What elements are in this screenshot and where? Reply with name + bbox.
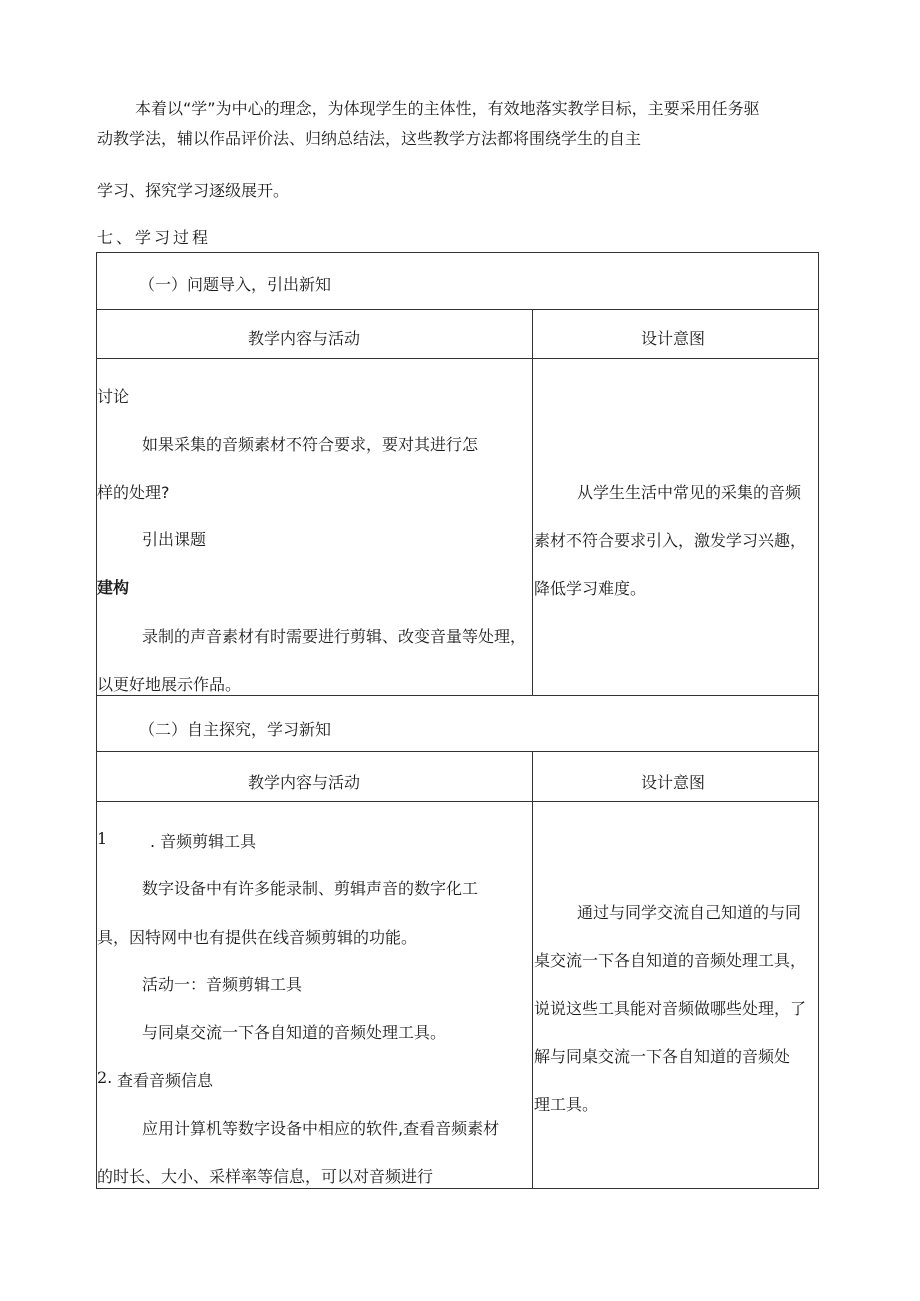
part2-col-content-header: 教学内容与活动 bbox=[248, 773, 361, 792]
table-divider bbox=[96, 358, 819, 359]
section-heading: 七、学习过程 bbox=[97, 228, 212, 247]
part1-design-line-3: 降低学习难度。 bbox=[534, 579, 647, 598]
table-divider bbox=[96, 801, 819, 802]
table-border bbox=[96, 1188, 819, 1189]
build-label: 建构 bbox=[97, 578, 130, 597]
paragraph1-line-1: 数字设备中有许多能录制、剪辑声音的数字化工 bbox=[142, 879, 479, 898]
paragraph1-line-2: 具，因特网中也有提供在线音频剪辑的功能。 bbox=[97, 928, 418, 947]
intro-line-1: 本着以“学”为中心的理念，为体现学生的主体性，有效地落实教学目标，主要采用任务驱 bbox=[135, 99, 760, 118]
question-line-1: 如果采集的音频素材不符合要求，要对其进行怎 bbox=[142, 435, 479, 454]
intro-line-2: 动教学法，辅以作品评价法、归纳总结法，这些教学方法都将围绕学生的自主 bbox=[97, 129, 642, 148]
part2-col-design-header: 设计意图 bbox=[641, 773, 706, 792]
column-divider bbox=[532, 309, 533, 696]
column-divider bbox=[532, 751, 533, 1189]
item2-number: 2. bbox=[97, 1068, 113, 1087]
question-line-2: 样的处理? bbox=[97, 483, 170, 502]
part1-design-line-1: 从学生生活中常见的采集的音频 bbox=[577, 483, 802, 502]
table-border bbox=[818, 252, 819, 1189]
item1-title: . 音频剪辑工具 bbox=[150, 832, 257, 851]
lead-text: 引出课题 bbox=[142, 530, 207, 549]
part2-design-line-1: 通过与同学交流自己知道的与同 bbox=[577, 903, 802, 922]
activity-title: 活动一：音频剪辑工具 bbox=[142, 975, 303, 994]
part2-design-line-5: 理工具。 bbox=[534, 1095, 599, 1114]
part2-design-line-4: 解与同桌交流一下各自知道的音频处 bbox=[534, 1047, 791, 1066]
part1-col-design-header: 设计意图 bbox=[641, 329, 706, 348]
intro-line-3: 学习、探究学习逐级展开。 bbox=[97, 181, 290, 200]
paragraph2-line-1: 应用计算机等数字设备中相应的软件,查看音频素材 bbox=[142, 1119, 500, 1138]
part1-design-line-2: 素材不符合要求引入，激发学习兴趣， bbox=[534, 531, 807, 550]
part1-title: （一）问题导入，引出新知 bbox=[139, 275, 332, 294]
table-divider bbox=[96, 309, 819, 310]
activity-desc: 与同桌交流一下各自知道的音频处理工具。 bbox=[142, 1023, 447, 1042]
discuss-label: 讨论 bbox=[97, 387, 130, 406]
table-divider bbox=[96, 695, 819, 696]
part2-design-line-3: 说说这些工具能对音频做哪些处理，了 bbox=[534, 999, 807, 1018]
part1-col-content-header: 教学内容与活动 bbox=[248, 329, 361, 348]
item1-number: 1 bbox=[97, 829, 108, 848]
item2-title: 查看音频信息 bbox=[117, 1071, 214, 1090]
paragraph2-line-2: 的时长、大小、采样率等信息，可以对音频进行 bbox=[97, 1167, 434, 1186]
table-border bbox=[96, 252, 819, 253]
build-line-1: 录制的声音素材有时需要进行剪辑、改变音量等处理， bbox=[142, 627, 527, 646]
part2-title: （二）自主探究，学习新知 bbox=[139, 720, 332, 739]
build-line-2: 以更好地展示作品。 bbox=[97, 675, 242, 694]
table-divider bbox=[96, 751, 819, 752]
part2-design-line-2: 桌交流一下各自知道的音频处理工具， bbox=[534, 951, 807, 970]
